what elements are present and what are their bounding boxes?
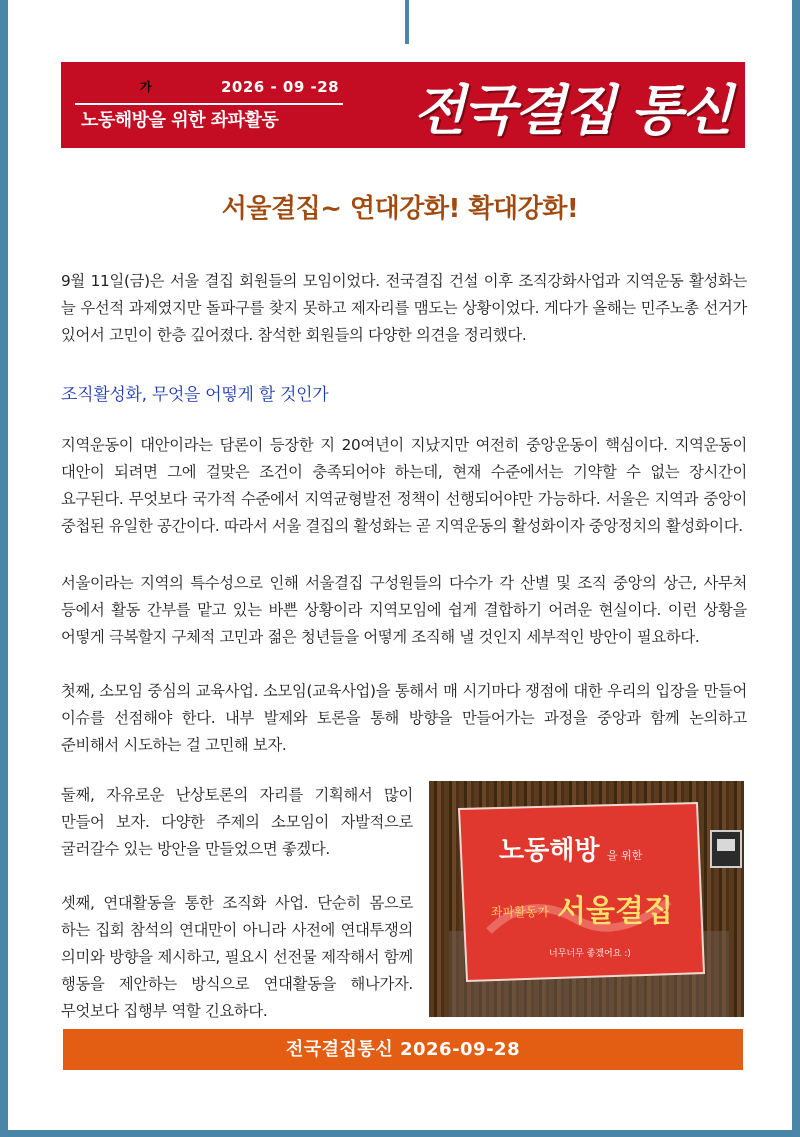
footer-bar: 전국결집통신 2026-09-28	[63, 1029, 743, 1070]
masthead-title: 전국결집 통신	[413, 79, 731, 142]
banner-text-line2: 서울결집	[557, 894, 673, 929]
top-divider	[405, 0, 409, 44]
masthead-rule	[75, 103, 343, 105]
banner-text-line1: 노동해방	[499, 836, 600, 866]
photo-illustration	[429, 781, 744, 1017]
intro-paragraph: 9월 11일(금)은 서울 결집 회원들의 모임이었다. 전국결집 건설 이후 조직강화사업과 지역운동 활성화는 늘 우선적 과제였지만 돌파구를 찾지 못하고 제자리를 맴도는 상황이었다. 게다가 올해는 민주노총 선거가 있어서 고민이 한층 깊어졌다. 참석한 회원들의 다양한 의견을 정리했다.	[61, 272, 747, 344]
body-paragraph-1: 지역운동이 대안이라는 담론이 등장한 지 20여년이 지났지만 여전히 중앙운동이 핵심이다. 지역운동이 대안이 되려면 그에 걸맞은 조건이 충족되어야 하는데, 현재 수준에서는 기약할 수 없는 장시간이 요구된다. 무엇보다 국가적 수준에서 지역균형발전 정책이 선행되어야만 가능하다. 서울은 지역과 중앙이 중첩된 유일한 공간이다. 따라서 서울 결집의 활성화는 곧 지역운동의 활성화이자 중앙정치의 활성화이다.	[61, 436, 747, 535]
masthead-subtitle: 노동해방을 위한 좌파활동	[81, 110, 279, 131]
newsletter-page	[8, 0, 792, 1130]
issue-date: 2026 - 09 -28	[221, 78, 340, 96]
banner-small-text: 너무너무 좋겠어요 :)	[549, 949, 631, 959]
banner-text-line2-prefix: 좌파활동가	[491, 905, 549, 919]
section-subheading: 조직활성화, 무엇을 어떻게 할 것인가	[61, 385, 329, 405]
body-paragraph-3: 첫째, 소모임 중심의 교육사업. 소모임(교육사업)을 통해서 매 시기마다 쟁점에 대한 우리의 입장을 만들어 이슈를 선점해야 한다. 내부 발제와 토론을 통해 방향을 만들어가는 과정을 중앙과 함께 논의하고 준비해서 시도하는 걸 고민해 보자.	[61, 682, 747, 754]
body-paragraph-2: 서울이라는 지역의 특수성으로 인해 서울결집 구성원들의 다수가 각 산별 및 조직 중앙의 상근, 사무처 등에서 활동 간부를 맡고 있는 바쁜 상황이라 지역모임에 쉽게 결합하기 어려운 현실이다. 이런 상황을 어떻게 극복할지 구체적 고민과 젊은 청년들을 어떻게 조직해 낼 것인지 세부적인 방안이 필요하다.	[61, 574, 747, 646]
masthead-subtitle-overflow: 가	[140, 80, 152, 94]
banner-text-line1-suffix: 을 위한	[607, 849, 643, 862]
body-paragraph-4: 둘째, 자유로운 난상토론의 자리를 기획해서 많이 만들어 보자. 다양한 주제의 소모임이 자발적으로 굴러갈수 있는 방안을 만들었으면 좋겠다.	[61, 786, 413, 858]
meeting-photo	[429, 781, 744, 1017]
body-paragraph-5: 셋째, 연대활동을 통한 조직화 사업. 단순히 몸으로 하는 집회 참석의 연대만이 아니라 사전에 연대투쟁의 의미와 방향을 제시하고, 필요시 선전물 제작해서 함께 행동을 제안하는 방식으로 연대활동을 해나가자. 무엇보다 집행부 역할 긴요하다.	[61, 894, 413, 1020]
article-headline: 서울결집~ 연대강화! 확대강화!	[221, 194, 579, 224]
masthead-banner	[61, 62, 745, 148]
